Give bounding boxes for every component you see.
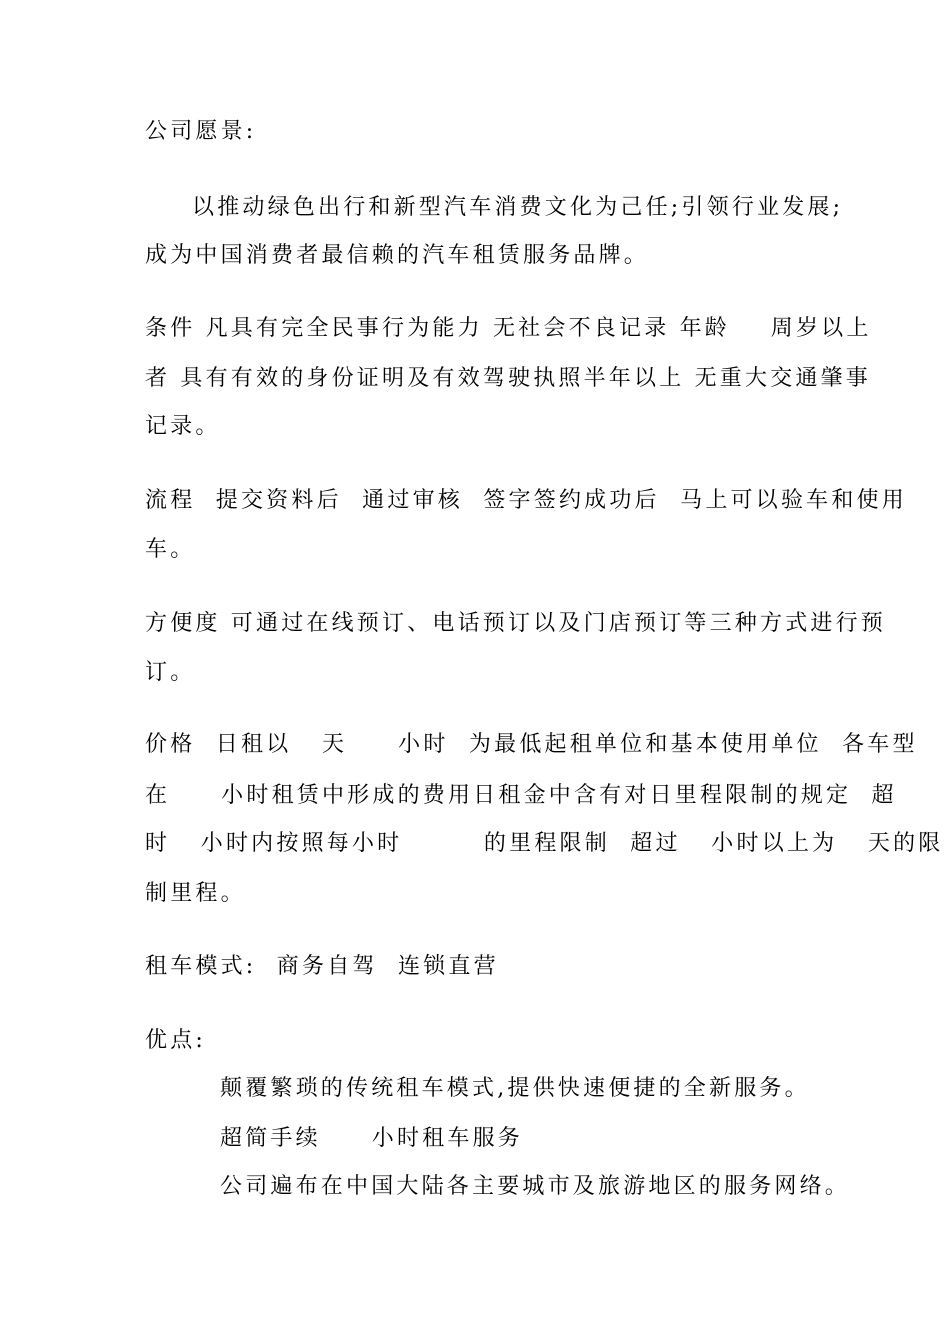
conditions-line-1: 条件 凡具有完全民事行为能力 无社会不良记录 年龄 周岁以上	[145, 316, 872, 341]
advantage-item-2: 超简手续 小时租车服务	[220, 1126, 523, 1151]
conditions-line-3: 记录。	[145, 414, 221, 439]
convenience-line-2: 订。	[145, 660, 196, 685]
process-line-2: 车。	[145, 537, 196, 562]
convenience-line-1: 方便度 可通过在线预订、电话预订以及门店预订等三种方式进行预	[145, 611, 886, 636]
price-line-4: 制里程。	[145, 881, 246, 906]
price-line-3: 时 小时内按照每小时 的里程限制 超过 小时以上为 天的限	[145, 831, 944, 856]
price-line-2: 在 小时租赁中形成的费用日租金中含有对日里程限制的规定 超	[145, 783, 897, 808]
advantages-heading: 优点:	[145, 1028, 207, 1053]
rental-mode-line: 租车模式: 商务自驾 连锁直营	[145, 954, 499, 979]
price-line-1: 价格 日租以 天 小时 为最低起租单位和基本使用单位 各车型	[145, 732, 918, 757]
advantage-item-3: 公司遍布在中国大陆各主要城市及旅游地区的服务网络。	[220, 1174, 851, 1199]
conditions-line-2: 者 具有有效的身份证明及有效驾驶执照半年以上 无重大交通肇事	[145, 366, 871, 391]
vision-text-line-2: 成为中国消费者最信赖的汽车租赁服务品牌。	[145, 243, 650, 268]
vision-text-line-1: 以推动绿色出行和新型汽车消费文化为己任;引领行业发展;	[192, 195, 844, 220]
process-line-1: 流程 提交资料后 通过审核 签字签约成功后 马上可以验车和使用	[145, 488, 907, 513]
vision-heading: 公司愿景:	[145, 119, 257, 144]
advantage-item-1: 颠覆繁琐的传统租车模式,提供快速便捷的全新服务。	[220, 1076, 810, 1101]
